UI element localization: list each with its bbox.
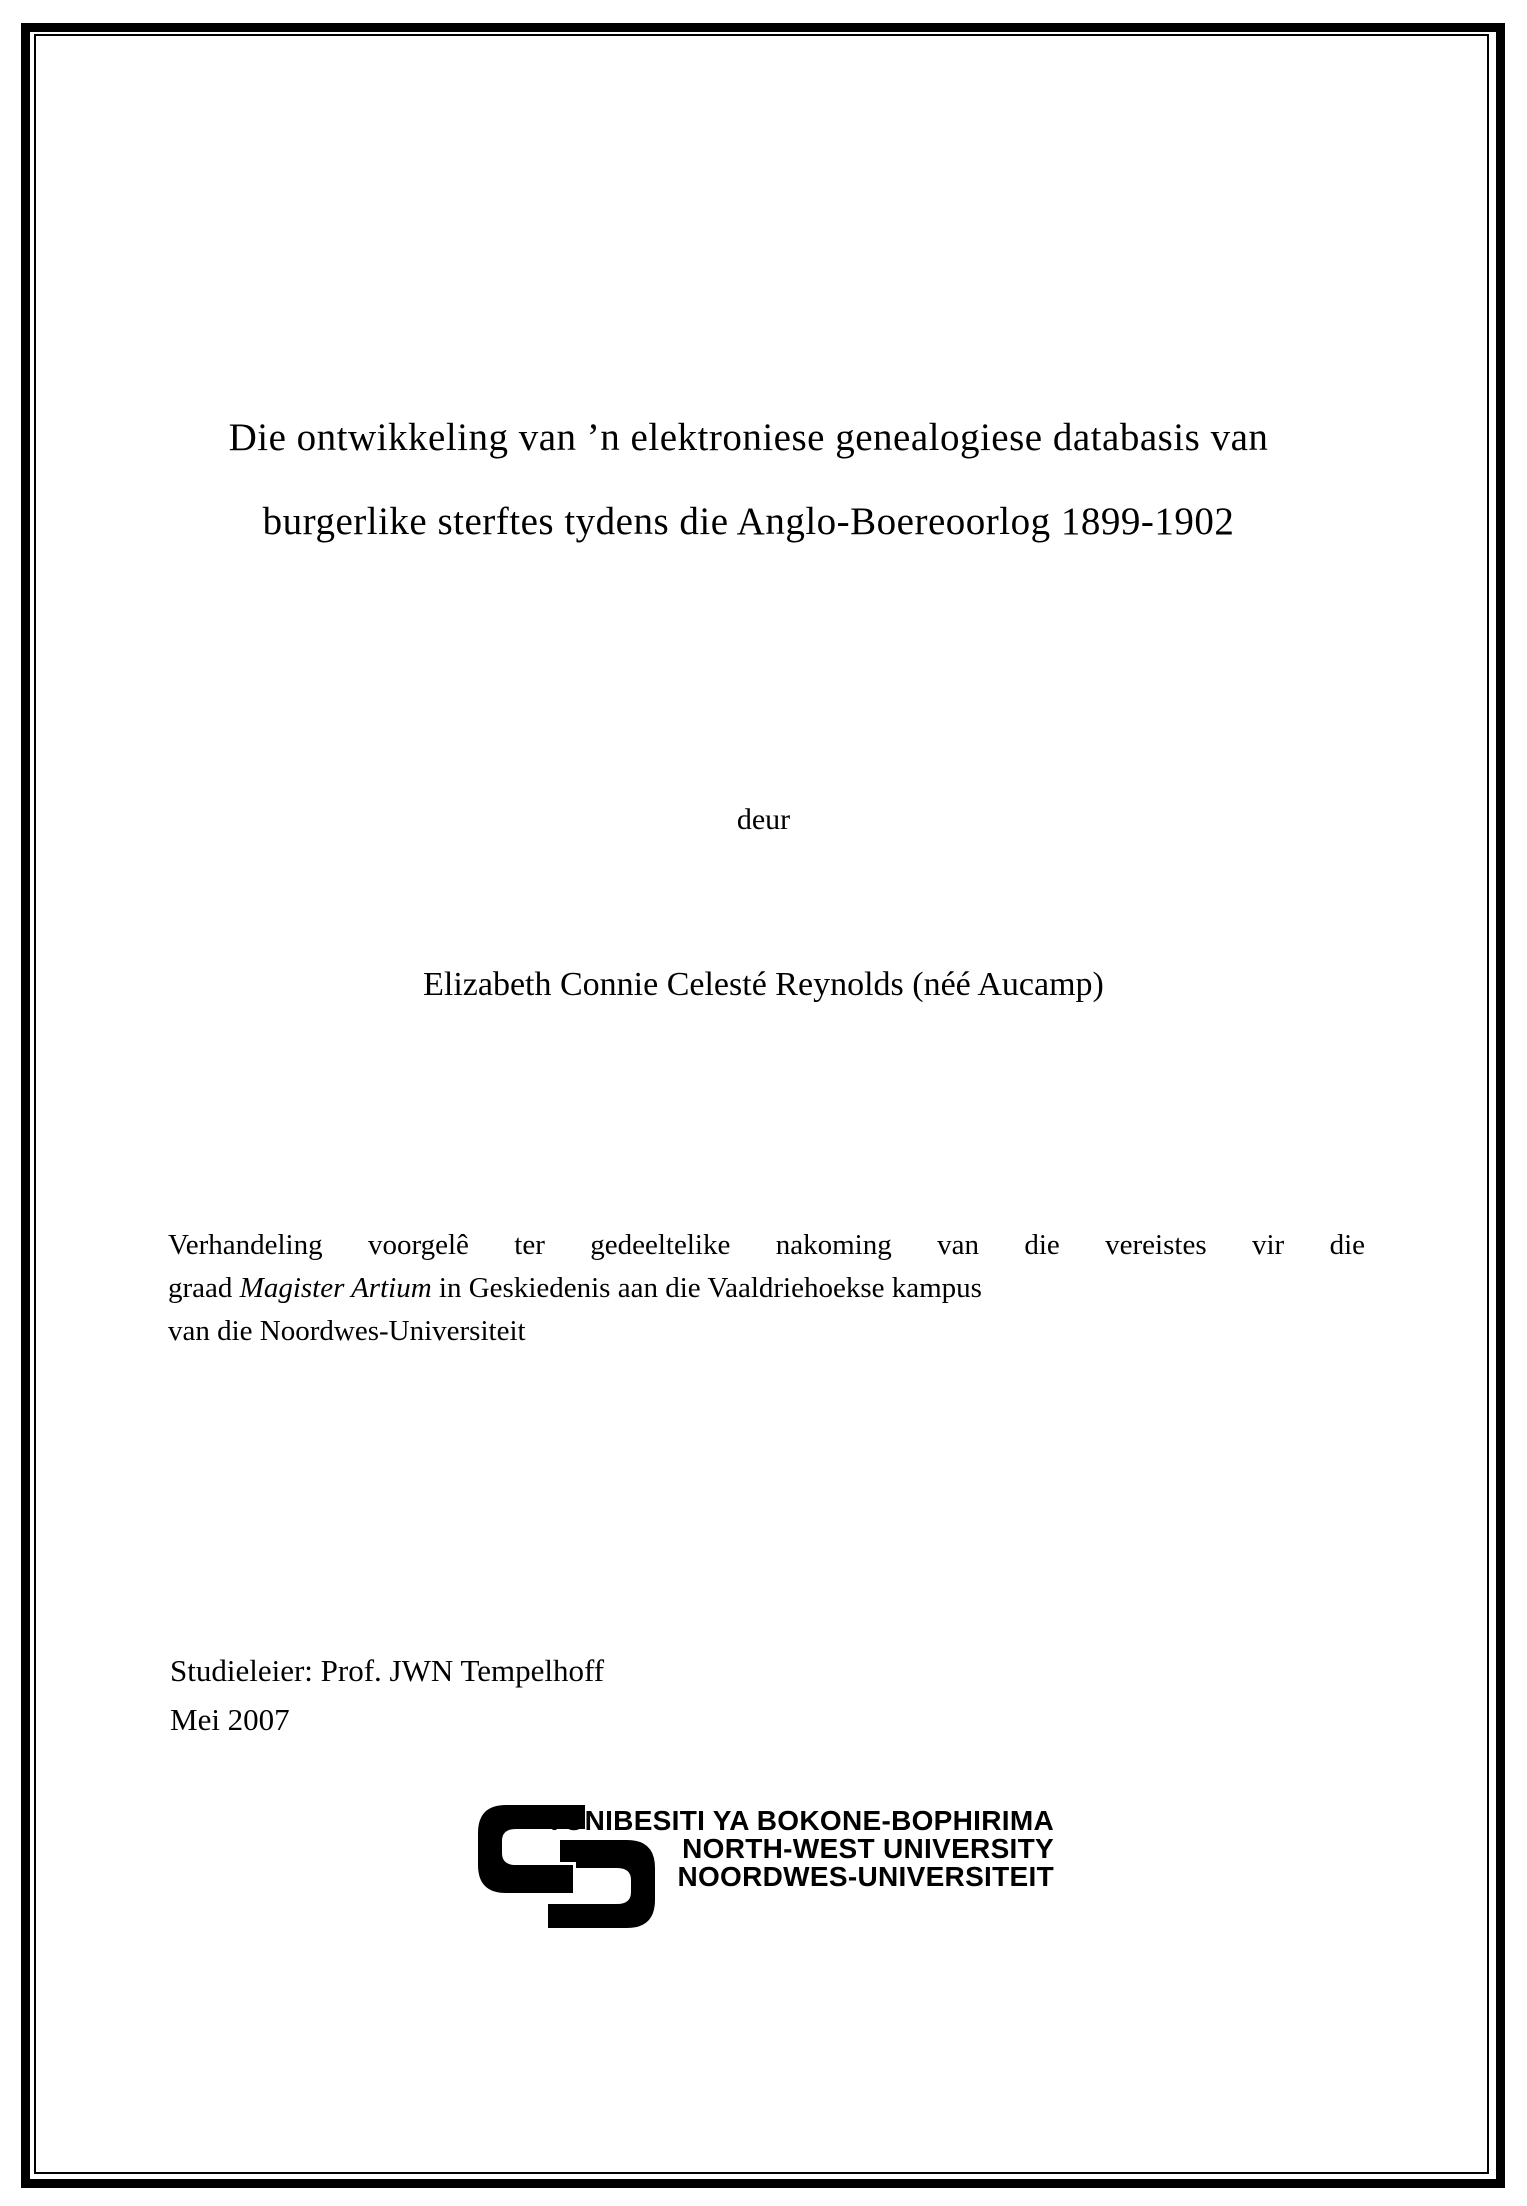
degree-statement-line2 <box>168 1267 1365 1310</box>
degree-name-italic: Magister Artium <box>239 1272 432 1304</box>
degree-statement <box>168 1224 1365 1353</box>
byline-deur: deur <box>736 803 791 836</box>
logo-line-afrikaans: NOORDWES-UNIVERSITEIT <box>677 1861 1054 1892</box>
logo-line-english: NORTH-WEST UNIVERSITY <box>682 1833 1054 1864</box>
supervisor-line: Studieleier: Prof. JWN Tempelhoff <box>170 1653 605 1688</box>
supervisor-block <box>170 1646 604 1744</box>
university-logo-text <box>478 1807 1054 1891</box>
thesis-title-line1: Die ontwikkeling van ’n elektroniese genealogiese databasis van <box>228 416 1269 459</box>
thesis-title-line2: burgerlike sterftes tydens die Anglo-Boereoorlog 1899-1902 <box>262 500 1235 543</box>
degree-statement-line1: Verhandeling voorgelê ter gedeeltelike nakoming van die vereistes vir die <box>168 1229 1365 1261</box>
logo-line-setswana: YUNIBESITI YA BOKONE-BOPHIRIMA <box>545 1805 1054 1836</box>
author-name: Elizabeth Connie Celesté Reynolds (néé Aucamp) <box>423 966 1104 1003</box>
degree-statement-line2-pre: graad <box>168 1272 240 1304</box>
date-line: Mei 2007 <box>170 1702 290 1737</box>
degree-statement-line2-post: in Geskiedenis aan die Vaaldriehoekse kampus <box>431 1272 982 1304</box>
thesis-title <box>90 396 1407 564</box>
university-logo <box>478 1803 1078 1948</box>
degree-statement-line3: van die Noordwes-Universiteit <box>168 1315 526 1347</box>
